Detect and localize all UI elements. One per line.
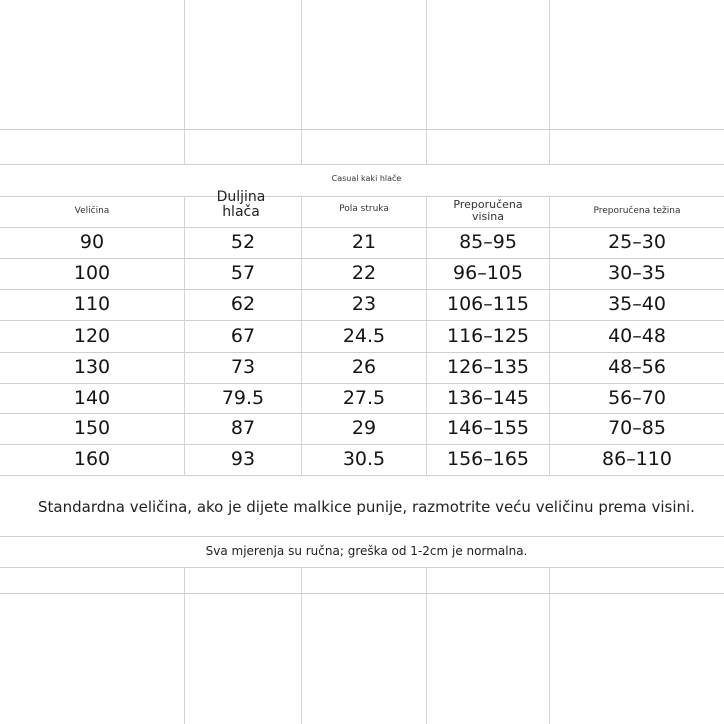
- cell-duljina: 67: [230, 324, 256, 347]
- grid-vline: [426, 567, 427, 724]
- grid-hline: [0, 567, 724, 568]
- note-standard-size: Standardna veličina, ako je dijete malkice punije, razmotrite veću veličinu prema visini.: [38, 498, 695, 517]
- cell-duljina: 52: [230, 231, 256, 254]
- header-preporucena-visina: Preporučena visina: [453, 198, 523, 223]
- cell-duljina: 73: [230, 356, 256, 379]
- cell-duljina: 57: [230, 262, 256, 285]
- cell-visina: 96–105: [453, 262, 523, 285]
- header-duljina-hlaca: Duljina hlača: [216, 189, 266, 220]
- grid-vline: [426, 0, 427, 164]
- cell-visina: 126–135: [446, 356, 530, 379]
- grid-vline: [301, 567, 302, 724]
- cell-visina: 156–165: [446, 448, 530, 471]
- cell-pola-struka: 27.5: [342, 386, 386, 409]
- grid-hline: [0, 164, 724, 165]
- header-preporucena-tezina: Preporučena težina: [593, 206, 681, 217]
- note-measurement-error: Sva mjerenja su ručna; greška od 1-2cm je normalna.: [205, 543, 528, 558]
- cell-velicina: 90: [79, 231, 105, 254]
- header-pola-struka: Pola struka: [339, 204, 389, 215]
- grid-vline: [184, 0, 185, 164]
- cell-pola-struka: 30.5: [342, 448, 386, 471]
- cell-pola-struka: 22: [351, 262, 377, 285]
- grid-hline: [0, 593, 724, 594]
- grid-vline: [301, 0, 302, 164]
- cell-tezina: 30–35: [608, 262, 666, 285]
- cell-duljina: 93: [230, 448, 256, 471]
- grid-hline: [0, 129, 724, 130]
- cell-tezina: 40–48: [608, 324, 666, 347]
- cell-pola-struka: 26: [351, 356, 377, 379]
- cell-tezina: 48–56: [608, 356, 666, 379]
- cell-pola-struka: 21: [351, 231, 377, 254]
- cell-velicina: 150: [73, 417, 111, 440]
- cell-pola-struka: 24.5: [342, 324, 386, 347]
- cell-duljina: 87: [230, 417, 256, 440]
- grid-vline: [549, 567, 550, 724]
- cell-visina: 146–155: [446, 417, 530, 440]
- grid-hline: [0, 475, 724, 476]
- cell-velicina: 120: [73, 324, 111, 347]
- header-velicina: Veličina: [74, 206, 110, 217]
- cell-visina: 106–115: [446, 293, 530, 316]
- cell-tezina: 86–110: [602, 448, 672, 471]
- cell-tezina: 56–70: [608, 386, 666, 409]
- cell-velicina: 140: [73, 386, 111, 409]
- cell-tezina: 25–30: [608, 231, 666, 254]
- cell-visina: 136–145: [446, 386, 530, 409]
- cell-velicina: 130: [73, 356, 111, 379]
- cell-visina: 85–95: [459, 231, 517, 254]
- cell-duljina: 79.5: [221, 386, 265, 409]
- table-title: Casual kaki hlače: [331, 173, 402, 183]
- cell-tezina: 70–85: [608, 417, 666, 440]
- cell-visina: 116–125: [446, 324, 530, 347]
- cell-velicina: 110: [73, 293, 111, 316]
- grid-vline: [184, 567, 185, 724]
- cell-velicina: 160: [73, 448, 111, 471]
- cell-tezina: 35–40: [608, 293, 666, 316]
- cell-velicina: 100: [73, 262, 111, 285]
- grid-vline: [549, 0, 550, 164]
- cell-pola-struka: 23: [351, 293, 377, 316]
- cell-pola-struka: 29: [351, 417, 377, 440]
- cell-duljina: 62: [230, 293, 256, 316]
